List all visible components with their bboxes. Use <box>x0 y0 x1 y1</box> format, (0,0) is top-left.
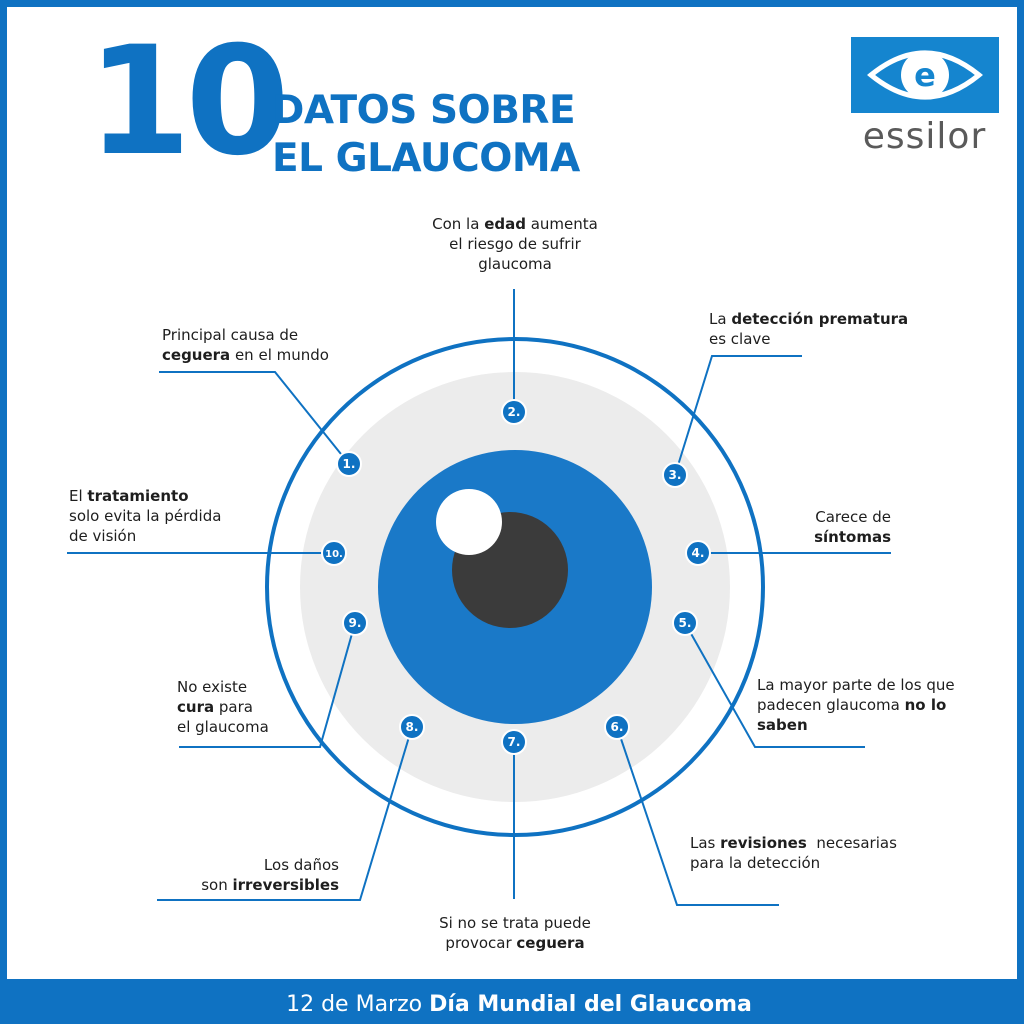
fact-7-line-1: Si no se trata puede <box>439 914 591 932</box>
fact-2-line-1: Con la edad aumenta <box>432 215 598 233</box>
fact-5-line-3: saben <box>757 716 808 734</box>
big-number: 10 <box>87 15 284 189</box>
footer-event: Día Mundial del Glaucoma <box>429 992 752 1017</box>
fact-7-line-2: provocar ceguera <box>445 934 585 952</box>
footer-date: 12 de Marzo <box>286 992 423 1017</box>
marker-4-label: 4. <box>691 546 705 560</box>
title-line-2: EL GLAUCOMA <box>272 136 580 181</box>
marker-6-label: 6. <box>610 720 624 734</box>
fact-5-line-1: La mayor parte de los que <box>757 676 955 694</box>
fact-3-line-2: es clave <box>709 330 771 348</box>
fact-8-line-2: son irreversibles <box>201 876 339 894</box>
fact-6-line-2: para la detección <box>690 854 821 872</box>
fact-4-line-2: síntomas <box>814 528 891 546</box>
fact-1-line-2: ceguera en el mundo <box>162 346 329 364</box>
fact-1-text <box>162 325 329 365</box>
fact-5-text <box>757 675 955 735</box>
fact-4-text <box>767 507 891 547</box>
logo-wordmark: essilor <box>862 116 987 157</box>
fact-2-line-3: glaucoma <box>478 255 552 273</box>
fact-1-line-1: Principal causa de <box>162 326 299 344</box>
logo-badge <box>851 37 999 113</box>
marker-2-label: 2. <box>507 405 521 419</box>
fact-2-line-2: el riesgo de sufrir <box>449 235 581 253</box>
fact-3-text <box>709 309 908 349</box>
marker-1-label: 1. <box>342 457 356 471</box>
fact-5-line-2: padecen glaucoma no lo <box>757 696 947 714</box>
marker-7-label: 7. <box>507 735 521 749</box>
title-line-1: DATOS SOBRE <box>272 88 576 133</box>
eye-logo-icon <box>851 37 999 113</box>
fact-7-text <box>387 913 643 953</box>
fact-6-text <box>690 833 897 873</box>
fact-9-line-2: cura para <box>177 698 253 716</box>
fact-8-line-1: Los daños <box>263 856 339 874</box>
fact-8-text <box>157 855 339 895</box>
fact-9-line-1: No existe <box>177 678 248 696</box>
fact-9-line-3: el glaucoma <box>177 718 269 736</box>
fact-10-line-3: de visión <box>69 527 137 545</box>
logo-letter: e <box>914 56 936 94</box>
fact-3-line-1: La detección prematura <box>709 310 909 328</box>
essilor-logo <box>848 37 1001 157</box>
marker-3-label: 3. <box>668 468 682 482</box>
fact-9-text <box>177 677 269 737</box>
fact-10-text <box>69 486 221 546</box>
eye-highlight <box>436 489 502 555</box>
footer-text <box>7 990 1024 1020</box>
marker-9-label: 9. <box>348 616 362 630</box>
fact-6-line-1: Las revisiones necesarias <box>690 834 897 852</box>
marker-8-label: 8. <box>405 720 419 734</box>
fact-10-line-1: El tratamiento <box>69 487 189 505</box>
footer-banner <box>7 979 1024 1024</box>
marker-5-label: 5. <box>678 616 692 630</box>
fact-10-line-2: solo evita la pérdida <box>69 507 222 525</box>
fact-4-line-1: Carece de <box>815 508 891 526</box>
marker-10-label: 10. <box>325 549 343 560</box>
fact-2-text <box>397 214 633 274</box>
